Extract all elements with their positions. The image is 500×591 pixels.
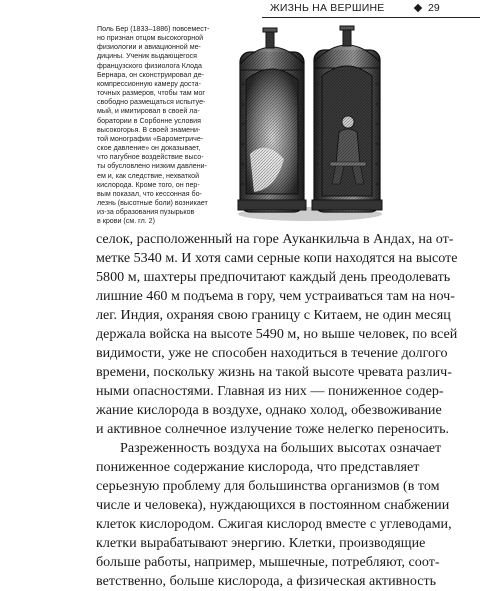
caption-line: Бернара, он сконструировал де- bbox=[97, 70, 204, 79]
diamond-ornament-icon bbox=[414, 4, 422, 12]
caption-line: ское давление» он доказывает, bbox=[97, 144, 201, 153]
body-line: ными опасностями. Главная из них — пониженное содер- bbox=[96, 383, 444, 399]
body-line: лишние 460 м подъема в гору, чем устраиваться там на ноч- bbox=[96, 288, 455, 304]
caption-line: дицины. Ученик выдающегося bbox=[97, 52, 197, 61]
body-line: больше работы, например, мышечные, потребляют, соот- bbox=[96, 554, 440, 570]
decompression-chamber-engraving bbox=[236, 24, 384, 224]
caption-line: той монографии «Барометриче- bbox=[97, 134, 204, 143]
caption-line: лезнь (высотные боли) возникает bbox=[97, 198, 208, 207]
body-line: жание кислорода в воздухе, однако холод, обезвоживание bbox=[96, 402, 442, 418]
caption-line: ты обусловлено низким давлени- bbox=[97, 162, 207, 171]
running-title: ЖИЗНЬ НА ВЕРШИНЕ bbox=[270, 2, 385, 14]
caption-line: кислорода. Кроме того, он пер- bbox=[97, 180, 200, 189]
page-header bbox=[262, 2, 480, 18]
body-line: времени, поскольку жизнь на такой высоте чревата различ- bbox=[96, 364, 452, 380]
caption-line: свободно размещаться испытуе- bbox=[97, 98, 206, 107]
caption-line: французского физиолога Клода bbox=[97, 61, 202, 70]
caption-line: ем и, как следствие, нехваткой bbox=[97, 171, 200, 180]
body-line: числе и человека), нуждающихся в постоянном снабжении bbox=[96, 497, 450, 513]
caption-line: что пагубное воздействие высо- bbox=[97, 153, 204, 162]
body-line: лег. Индия, охраняя свою границу с Китаем, не один месяц bbox=[96, 307, 451, 323]
body-line: видимости, уже не способен находиться в течение долгого bbox=[96, 345, 448, 361]
body-line: Разреженность воздуха на больших высотах означает bbox=[120, 440, 442, 456]
caption-line: вым показал, что кессонная бо- bbox=[97, 189, 202, 198]
caption-line: мый, и имитировал в своей ла- bbox=[97, 107, 200, 116]
caption-line: из-за образования пузырьков bbox=[97, 208, 195, 217]
caption-line: высокогорья. В своей знамени- bbox=[97, 125, 201, 134]
body-line: держала войска на высоте 5490 м, но выше человек, по всей bbox=[96, 326, 458, 342]
body-line: серьезную проблему для большинства организмов (в том bbox=[96, 478, 440, 494]
body-line: пониженное содержание кислорода, что представляет bbox=[96, 459, 420, 475]
body-line: и активное солнечное излучение тоже нелегко переносить. bbox=[96, 421, 450, 437]
left-chamber bbox=[238, 28, 306, 212]
body-line: клетки вырабатывают энергию. Клетки, производящие bbox=[96, 535, 426, 551]
page-number: 29 bbox=[428, 2, 440, 14]
figure-caption bbox=[97, 25, 233, 226]
body-text bbox=[96, 230, 458, 591]
body-line: метке 5340 м. И хотя сами серные копи находятся на высоте bbox=[96, 250, 458, 266]
caption-line: боратории в Сорбонне условия bbox=[97, 116, 201, 125]
caption-line: точных размеров, чтобы там мог bbox=[97, 89, 205, 98]
right-chamber bbox=[312, 26, 382, 212]
caption-line: в крови (см. гл. 2) bbox=[97, 217, 155, 226]
caption-line: физиологии и авиационной ме- bbox=[97, 43, 201, 52]
header-rule bbox=[262, 17, 480, 18]
body-line: клеток кислородом. Сжигая кислород вместе с углеводами, bbox=[96, 516, 452, 532]
caption-line: Поль Бер (1833–1886) повсемест- bbox=[97, 25, 210, 33]
caption-line: но признан отцом высокогорной bbox=[97, 34, 204, 43]
body-line: 5800 м, шахтеры предпочитают каждый день преодолевать bbox=[96, 269, 451, 285]
caption-line: компрессионную камеру доста- bbox=[97, 79, 201, 88]
body-line: ветственно, больше кислорода, а физическая активность bbox=[96, 573, 437, 589]
body-line: селок, расположенный на горе Ауканкильча в Андах, на от- bbox=[96, 231, 454, 247]
